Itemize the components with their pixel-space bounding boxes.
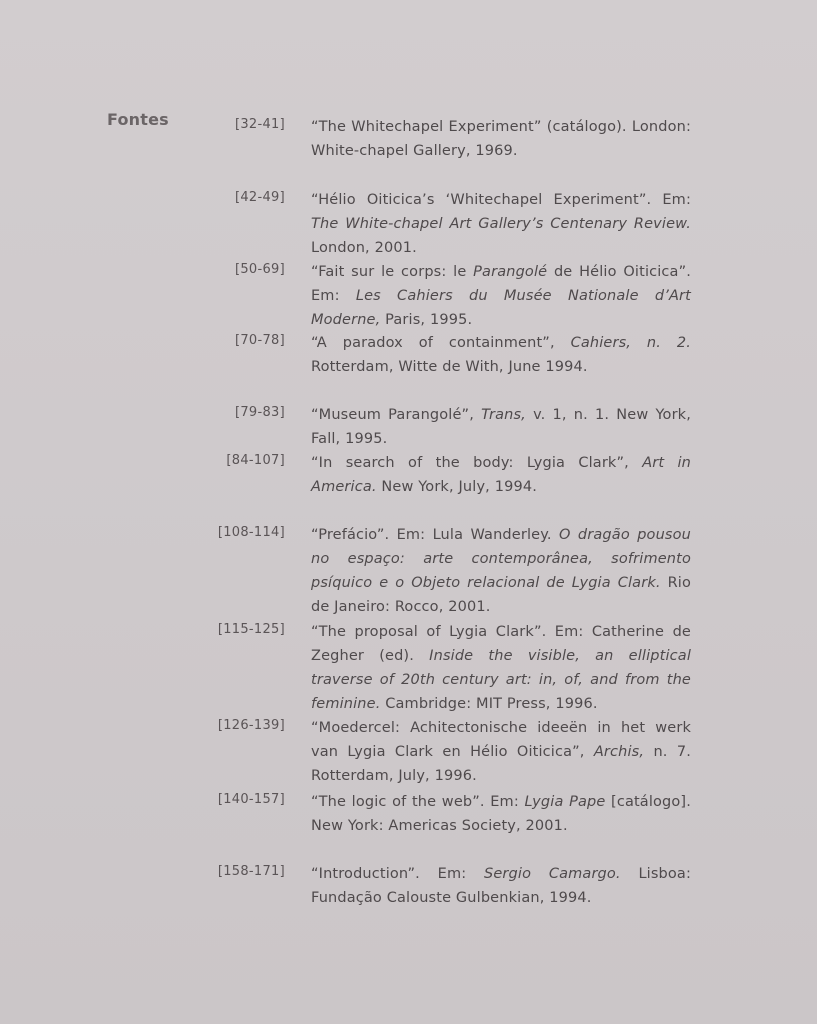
page-range: [140-157] [217, 792, 285, 807]
citation-title: Parangolé [473, 264, 548, 280]
citation-segment: Paris, 1995. [380, 312, 473, 328]
citation-text [311, 620, 691, 716]
citation-text [311, 403, 691, 451]
citation-title: The White-chapel Art Gallery’s Centenary Review. [311, 216, 691, 232]
citation-segment: de Hélio Oiticica”. Em: [311, 264, 691, 304]
citation-segment: Lisboa: Fundação Calouste Gulbenkian, 1994. [311, 866, 691, 906]
citation-segment: v. 1, n. 1. New York, Fall, 1995. [311, 407, 691, 447]
page-range: [79-83] [234, 405, 285, 420]
citation-segment: Rotterdam, Witte de With, June 1994. [311, 359, 588, 375]
citation-segment: Cambridge: MIT Press, 1996. [380, 696, 598, 712]
citation-title: Lygia Pape [524, 794, 606, 810]
page-range: [108-114] [217, 525, 285, 540]
citation-segment: Rio de Janeiro: Rocco, 2001. [311, 575, 691, 615]
citation-segment: “The logic of the web”. Em: [311, 794, 525, 810]
citation-title: Cahiers, n. 2. [570, 335, 691, 351]
citation-segment: London, 2001. [311, 240, 417, 256]
citation-text [311, 260, 691, 332]
page-range: [50-69] [234, 262, 285, 277]
citation-segment: n. 7. Rotterdam, July, 1996. [311, 744, 691, 784]
page-range: [115-125] [217, 622, 285, 637]
citation-title: Archis, [593, 744, 645, 760]
citation-segment: “Prefácio”. Em: Lula Wanderley. [311, 527, 559, 543]
page-range: [70-78] [234, 333, 285, 348]
page-range: [158-171] [217, 864, 285, 879]
section-title: Fontes [107, 110, 169, 129]
citation-title: Inside the visible, an elliptical traverse of 20th century art: in, of, and from the feminine. [311, 648, 691, 712]
citation-segment: “Introduction”. Em: [311, 866, 484, 882]
citation-segment: “The proposal of Lygia Clark”. Em: Catherine de Zegher (ed). [311, 624, 691, 664]
citation-segment: “Museum Parangolé”, [311, 407, 482, 423]
page-range: [32-41] [234, 117, 285, 132]
citation-text [311, 862, 691, 910]
citation-segment: “Hélio Oiticica’s ‘Whitechapel Experiment”. Em: [311, 192, 691, 208]
citation-segment: New York, July, 1994. [376, 479, 537, 495]
citation-text [311, 790, 691, 838]
citation-segment: “In search of the body: Lygia Clark”, [311, 455, 643, 471]
citation-title: Trans, [481, 407, 526, 423]
citation-segment: “A paradox of containment”, [311, 335, 571, 351]
citation-text [311, 523, 691, 619]
citation-text [311, 716, 691, 788]
citation-text [311, 331, 691, 379]
citation-segment: [catálogo]. New York: Americas Society, 2001. [311, 794, 691, 834]
citation-text [311, 451, 691, 499]
citation-text [311, 115, 691, 163]
page-range: [42-49] [234, 190, 285, 205]
citation-segment: “The Whitechapel Experiment” (catálogo). London: White-chapel Gallery, 1969. [311, 119, 691, 159]
page-range: [84-107] [226, 453, 285, 468]
citation-title: Sergio Camargo. [484, 866, 621, 882]
citation-title: Les Cahiers du Musée Nationale d’Art Moderne, [311, 288, 691, 328]
citation-segment: “Fait sur le corps: le [311, 264, 474, 280]
citation-text [311, 188, 691, 260]
page-range: [126-139] [217, 718, 285, 733]
citation-title: O dragão pousou no espaço: arte contemporânea, sofrimento psíquico e o Objeto relacional de Lygia Clark. [311, 527, 691, 591]
citation-title: Art in America. [311, 455, 692, 495]
citation-segment: “Moedercel: Achitectonische ideeën in het werk van Lygia Clark en Hélio Oiticica”, [311, 720, 691, 760]
